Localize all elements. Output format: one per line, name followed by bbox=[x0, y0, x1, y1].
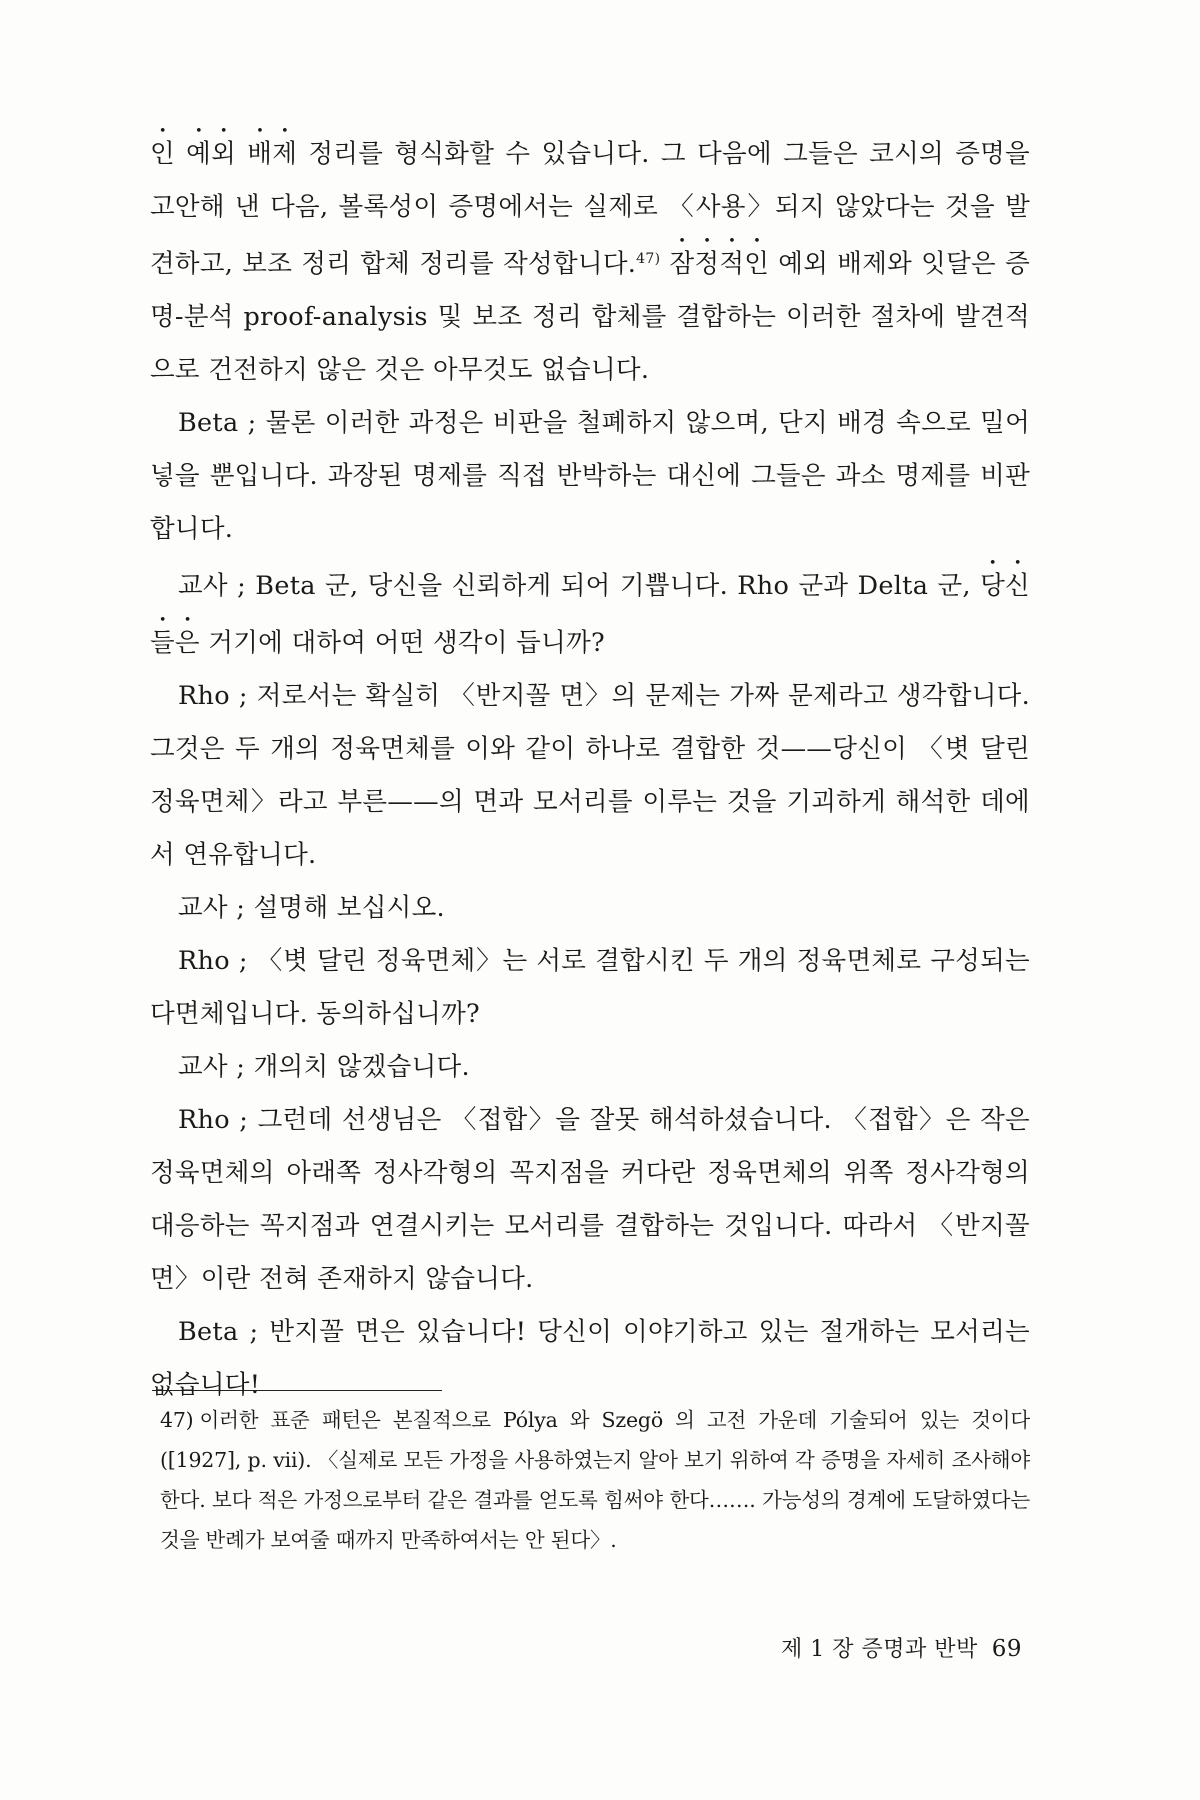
speaker-label: 교사 ; bbox=[178, 571, 247, 601]
paragraph-text: 개의치 않겠습니다. bbox=[245, 1052, 470, 1082]
page-number: 69 bbox=[991, 1636, 1022, 1662]
paragraph-text: 정리를 형식화할 수 있습니다. 그 다음에 그들은 코시의 증명을 고안해 낸 다음, 볼록성이 증명에서는 실제로 〈사용〉되지 않았다는 것을 발견하고, 보조 정리 합체 정리를 작성합니다. bbox=[150, 139, 1030, 279]
emphasized-text: 잠정적인 bbox=[669, 249, 770, 279]
speaker-label: Rho ; bbox=[178, 1105, 249, 1135]
paragraph-text: 〈볏 달린 정육면체〉는 서로 결합시킨 두 개의 정육면체로 구성되는 다면체입니다. 동의하십니까? bbox=[150, 946, 1030, 1029]
paragraph-text: 물론 이러한 과정은 비판을 철폐하지 않으며, 단지 배경 속으로 밀어 넣을 뿐입니다. 과장된 명제를 직접 반박하는 대신에 그들은 과소 명제를 비판합니다. bbox=[150, 408, 1031, 544]
paragraph bbox=[150, 124, 1030, 397]
paragraph-text: 예외 배제와 잇달은 증명-분석 proof-analysis 및 보조 정리 합체를 결합하는 이러한 절차에 발견적으로 건전하지 않은 것은 아무것도 없습니다. bbox=[150, 249, 1030, 385]
speaker-label: Beta ; bbox=[178, 1317, 259, 1347]
chapter-title: 제 1 장 증명과 반박 bbox=[780, 1637, 978, 1662]
paragraph bbox=[150, 397, 1030, 556]
footnote bbox=[160, 1400, 1030, 1560]
paragraph-text: 저로서는 확실히 〈반지꼴 면〉의 문제는 가짜 문제라고 생각합니다. 그것은 두 개의 정육면체를 이와 같이 하나로 결합한 것——당신이 〈볏 달린 정육면체〉라고 부른——의 면과 모서리를 이루는 것을 기괴하게 해석한 데에서 연유합니다. bbox=[150, 681, 1030, 870]
paragraph-text: Beta 군, 당신을 신뢰하게 되어 기쁩니다. Rho 군과 Delta 군, bbox=[246, 571, 981, 601]
speaker-label: Rho ; bbox=[178, 946, 248, 976]
speaker-label: 교사 ; bbox=[178, 1052, 246, 1082]
paragraph-text: 그런데 선생님은 〈접합〉을 잘못 해석하셨습니다. 〈접합〉은 작은 정육면체의 아래쪽 정사각형의 꼭지점을 커다란 정육면체의 위쪽 정사각형의 대응하는 꼭지점과 연결시키는 모서리를 결합하는 것입니다. 따라서 〈반지꼴 면〉이란 전혀 존재하지 않습니다. bbox=[150, 1105, 1030, 1294]
paragraph bbox=[150, 1094, 1030, 1306]
paragraph-text: 반지꼴 면은 있습니다! 당신이 이야기하고 있는 절개하는 모서리는 없습니다! bbox=[150, 1317, 1030, 1400]
emphasized-text: 인 예외 배제 bbox=[150, 139, 298, 169]
paragraph bbox=[150, 882, 1030, 935]
paragraph bbox=[150, 1306, 1030, 1412]
speaker-label: Rho ; bbox=[178, 681, 248, 711]
speaker-label: Beta ; bbox=[178, 408, 257, 438]
footnote-number: 47) bbox=[160, 1408, 194, 1432]
main-text bbox=[150, 124, 1030, 1412]
paragraph bbox=[150, 556, 1030, 670]
paragraph bbox=[150, 1041, 1030, 1094]
paragraph-text: 설명해 보십시오. bbox=[245, 893, 445, 923]
footnote-reference: 47) bbox=[636, 251, 661, 267]
paragraph-text: 거기에 대하여 어떤 생각이 듭니까? bbox=[199, 628, 605, 658]
paragraph bbox=[150, 670, 1030, 882]
emphasized-text: 당신들은 bbox=[150, 571, 1030, 658]
footnote-text: 이러한 표준 패턴은 본질적으로 Pólya 와 Szegö 의 고전 가운데 기술되어 있는 것이다 ([1927], p. vii). 〈실제로 모든 가정을 사용하였는지 알아 보기 위하여 각 증명을 자세히 조사해야 한다. 보다 적은 가정으로부터 같은 결과를 얻도록 힘써야 한다……. 가능성의 경계에 도달하였다는 것을 반례가 보여줄 때까지 만족하여서는 안 된다〉. bbox=[160, 1408, 1030, 1552]
page-footer bbox=[781, 1632, 1022, 1663]
footnote-divider bbox=[152, 1390, 442, 1391]
speaker-label: 교사 ; bbox=[178, 893, 246, 923]
paragraph bbox=[150, 935, 1030, 1041]
